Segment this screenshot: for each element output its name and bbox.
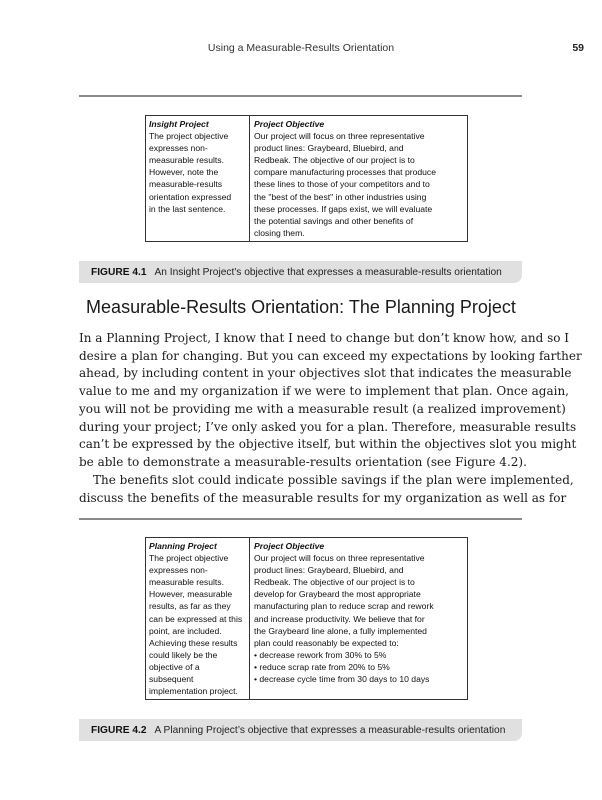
figure-1-left-line: measurable-results — [149, 179, 223, 190]
figure-1-caption-text: An Insight Project's objective that expresses a measurable-results orientation — [154, 266, 502, 278]
body-line: The benefits slot could indicate possible savings if the plan were implemented, — [93, 473, 574, 487]
figure-2-left-column — [146, 538, 250, 699]
figure-2-right-line: Our project will focus on three representative — [254, 553, 425, 564]
body-line: you will not be providing me with a measurable result (a realized improvement) — [79, 401, 566, 416]
figure-2-bullet-item: • decrease cycle time from 30 days to 10 days — [254, 674, 430, 685]
figure-2-left-line: Achieving these results — [149, 637, 238, 648]
figure-1-left-line: expresses non- — [149, 143, 208, 154]
figure-1-caption — [79, 261, 522, 283]
figure-1-right-line: the "best of the best" in other industries using — [254, 191, 427, 202]
figure-1-left-line: in the last sentence. — [149, 203, 226, 214]
figure-2-left-line: point, are included. — [149, 625, 222, 636]
figure-1-right-line: the potential savings and other benefits of — [254, 215, 414, 226]
figure-2-box — [145, 537, 468, 700]
figure-2-right-line: manufacturing plan to reduce scrap and rework — [254, 601, 434, 612]
figure-1-right-column — [250, 116, 467, 241]
figure-2-left-header: Planning Project — [149, 541, 217, 551]
figure-2-bullet-item: • reduce scrap rate from 20% to 5% — [254, 661, 390, 672]
figure-1-caption-label: FIGURE 4.1 — [91, 266, 147, 278]
figure-2-right-header: Project Objective — [254, 541, 325, 551]
figure-2-left-line: could likely be the — [149, 649, 218, 660]
running-head-title: Using a Measurable-Results Orientation — [207, 42, 395, 54]
figure-2-right-line: and increase productivity. We believe that for — [254, 613, 425, 624]
figure-1-right-line: Our project will focus on three representative — [254, 131, 425, 142]
figure-1-right-header: Project Objective — [254, 119, 325, 129]
body-line: In a Planning Project, I know that I need to change but don’t know how, and so I — [79, 331, 570, 345]
body-line: ahead, by including content in your objectives slot that indicates the measurable — [79, 366, 572, 381]
figure-1-left-header: Insight Project — [149, 119, 209, 129]
figure-2-left-line: expresses non- — [149, 565, 208, 576]
figure-2-right-line: the Graybeard line alone, a fully implemented — [254, 625, 427, 636]
page-number: 59 — [572, 42, 584, 54]
figure-2-caption-label: FIGURE 4.2 — [91, 724, 147, 736]
figure-1-right-line: product lines: Graybeard, Bluebird, and — [254, 143, 404, 154]
figure-1-box — [145, 115, 468, 242]
body-line: discuss the benefits of the measurable results for my organization as well as for — [79, 490, 567, 505]
figure-1-right-line: closing them. — [254, 227, 305, 238]
body-line: during your project; I’ve only asked you for a plan. Therefore, measurable results — [79, 419, 577, 434]
figure-1-right-line: Redbeak. The objective of our project is to — [254, 155, 415, 166]
figure-1-left-line: measurable results. — [149, 155, 224, 166]
figure-2-left-line: measurable results. — [149, 577, 224, 588]
body-line: be able to demonstrate a measurable-results orientation (see Figure 4.2). — [79, 454, 527, 469]
figure-1-right-line: compare manufacturing processes that produce — [254, 167, 437, 178]
body-paragraph-2 — [79, 472, 574, 507]
figure-1-left-line: The project objective — [149, 131, 229, 142]
body-line: value to me and my organization if we were to implement that plan. Once again, — [79, 384, 569, 399]
figure-2-left-line: The project objective — [149, 553, 229, 564]
figure-2-left-line: subsequent — [149, 674, 194, 685]
figure-2-right-column — [250, 538, 467, 699]
figure-2-bullet-item: • decrease rework from 30% to 5% — [254, 649, 387, 660]
section-heading: Measurable-Results Orientation: The Planning Project — [86, 297, 516, 317]
figure-2-top-rule — [79, 518, 522, 520]
figure-1-left-line: However, note the — [149, 167, 219, 178]
figure-1-left-column — [146, 116, 250, 241]
figure-2-right-line: Redbeak. The objective of our project is to — [254, 577, 415, 588]
figure-2-left-line: objective of a — [149, 661, 200, 672]
figure-1-right-line: these lines to those of your competitors and to — [254, 179, 430, 190]
figure-2-left-line: can be expressed at this — [149, 613, 243, 624]
figure-2-caption-text: A Planning Project’s objective that expresses a measurable-results orientation — [154, 724, 506, 736]
figure-2-left-line: However, measurable — [149, 589, 233, 600]
body-paragraph-1 — [79, 330, 582, 472]
figure-1-right-line: these processes. If gaps exist, we will evaluate — [254, 203, 433, 214]
figure-2-right-line: product lines: Graybeard, Bluebird, and — [254, 565, 404, 576]
running-head — [0, 42, 602, 58]
figure-1-left-line: orientation expressed — [149, 191, 232, 202]
body-line: desire a plan for changing. But you can exceed my expectations by looking farther — [79, 348, 582, 363]
figure-2-caption — [79, 719, 522, 741]
figure-1-top-rule — [79, 95, 522, 97]
figure-2-left-line: implementation project. — [149, 686, 238, 697]
figure-2-right-line: develop for Graybeard the most appropriate — [254, 589, 421, 600]
figure-2-left-line: results, as far as they — [149, 601, 231, 612]
figure-2-right-line: plan could reasonably be expected to: — [254, 637, 399, 648]
body-line: can’t be expressed by the objective itself, but within the objectives slot you might — [79, 437, 577, 452]
